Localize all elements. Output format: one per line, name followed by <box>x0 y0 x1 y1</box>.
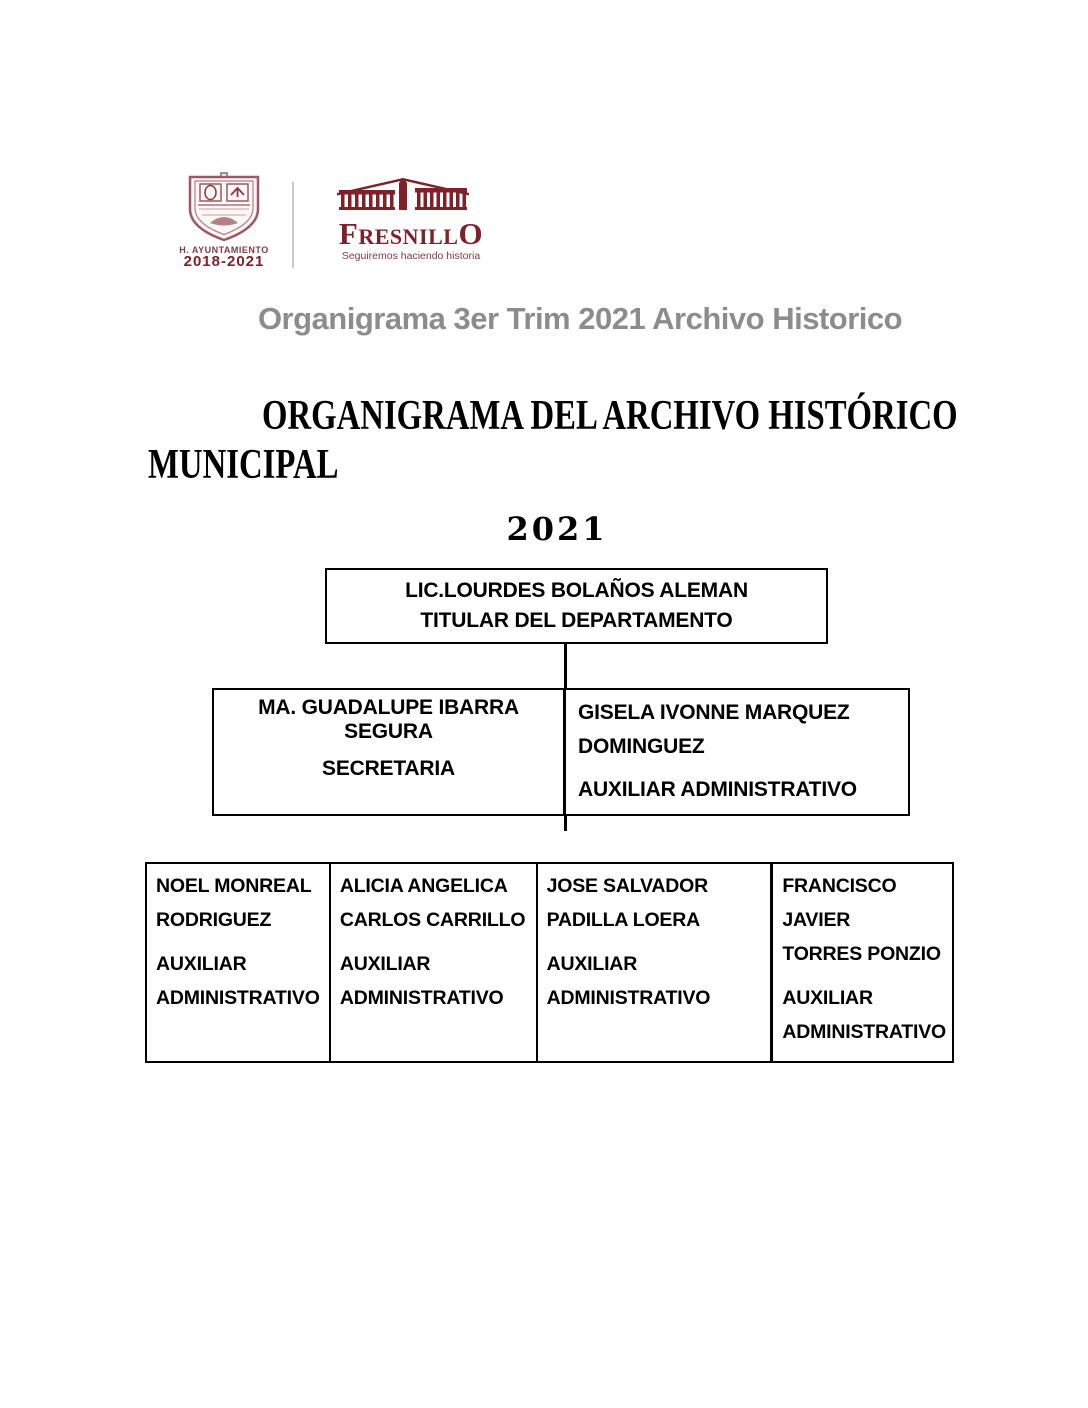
crest-logo <box>182 170 266 244</box>
staff-4-name-2: TORRES PONZIO <box>782 943 941 965</box>
org-box-titular <box>325 568 828 644</box>
staff-4-role-2: ADMINISTRATIVO <box>782 1021 947 1043</box>
staff-2-name-1: ALICIA ANGELICA <box>339 875 508 897</box>
page-title: Organigrama 3er Trim 2021 Archivo Historico <box>257 301 903 336</box>
staff-3-role-1: AUXILIAR <box>546 953 638 975</box>
aux-admin-role: AUXILIAR ADMINISTRATIVO <box>578 778 857 801</box>
staff-1-name-1: NOEL MONREAL <box>156 875 312 897</box>
staff-3-name-1: JOSE SALVADOR <box>546 875 708 897</box>
connector-line-middle <box>564 814 567 831</box>
staff-4-role-1: AUXILIAR <box>782 987 873 1009</box>
staff-cell-3 <box>538 864 774 1061</box>
brand-tagline: Seguiremos haciendo historia <box>341 250 481 262</box>
brand-name: FresnillO <box>338 216 484 251</box>
staff-cell-4 <box>773 864 952 1061</box>
org-box-middle <box>212 688 910 816</box>
aux-admin-name-1: GISELA IVONNE MARQUEZ <box>578 701 850 724</box>
secretaria-role: SECRETARIA <box>322 757 455 780</box>
titular-role: TITULAR DEL DEPARTAMENTO <box>420 609 733 632</box>
crest-caption: H. AYUNTAMIENTO <box>179 245 269 255</box>
heading-year: 2021 <box>506 510 608 548</box>
staff-cell-1 <box>147 864 331 1061</box>
secretaria-name: MA. GUADALUPE IBARRA SEGURA <box>258 696 519 743</box>
heading-line-1: ORGANIGRAMA DEL ARCHIVO HISTÓRICO <box>262 393 958 439</box>
staff-3-name-2: PADILLA LOERA <box>546 909 700 931</box>
staff-2-name-2: CARLOS CARRILLO <box>339 909 526 931</box>
logo-divider <box>292 182 294 268</box>
crest-years: 2018-2021 <box>183 253 265 270</box>
staff-4-name-1: FRANCISCO JAVIER <box>782 875 897 931</box>
staff-cell-2 <box>331 864 538 1061</box>
heading-line-2: MUNICIPAL <box>148 442 339 488</box>
staff-2-role-2: ADMINISTRATIVO <box>339 987 504 1009</box>
org-cell-secretaria <box>214 690 566 814</box>
connector-line-top <box>564 644 567 690</box>
staff-1-role-1: AUXILIAR <box>156 953 247 975</box>
org-box-staff-row <box>145 862 954 1063</box>
org-cell-aux-admin <box>566 690 908 814</box>
titular-name: LIC.LOURDES BOLAÑOS ALEMAN <box>405 579 748 602</box>
crest-shield-icon <box>182 170 266 244</box>
staff-1-name-2: RODRIGUEZ <box>156 909 272 931</box>
staff-2-role-1: AUXILIAR <box>339 953 431 975</box>
staff-1-role-2: ADMINISTRATIVO <box>156 987 320 1009</box>
staff-3-role-2: ADMINISTRATIVO <box>546 987 711 1009</box>
aux-admin-name-2: DOMINGUEZ <box>578 735 705 758</box>
